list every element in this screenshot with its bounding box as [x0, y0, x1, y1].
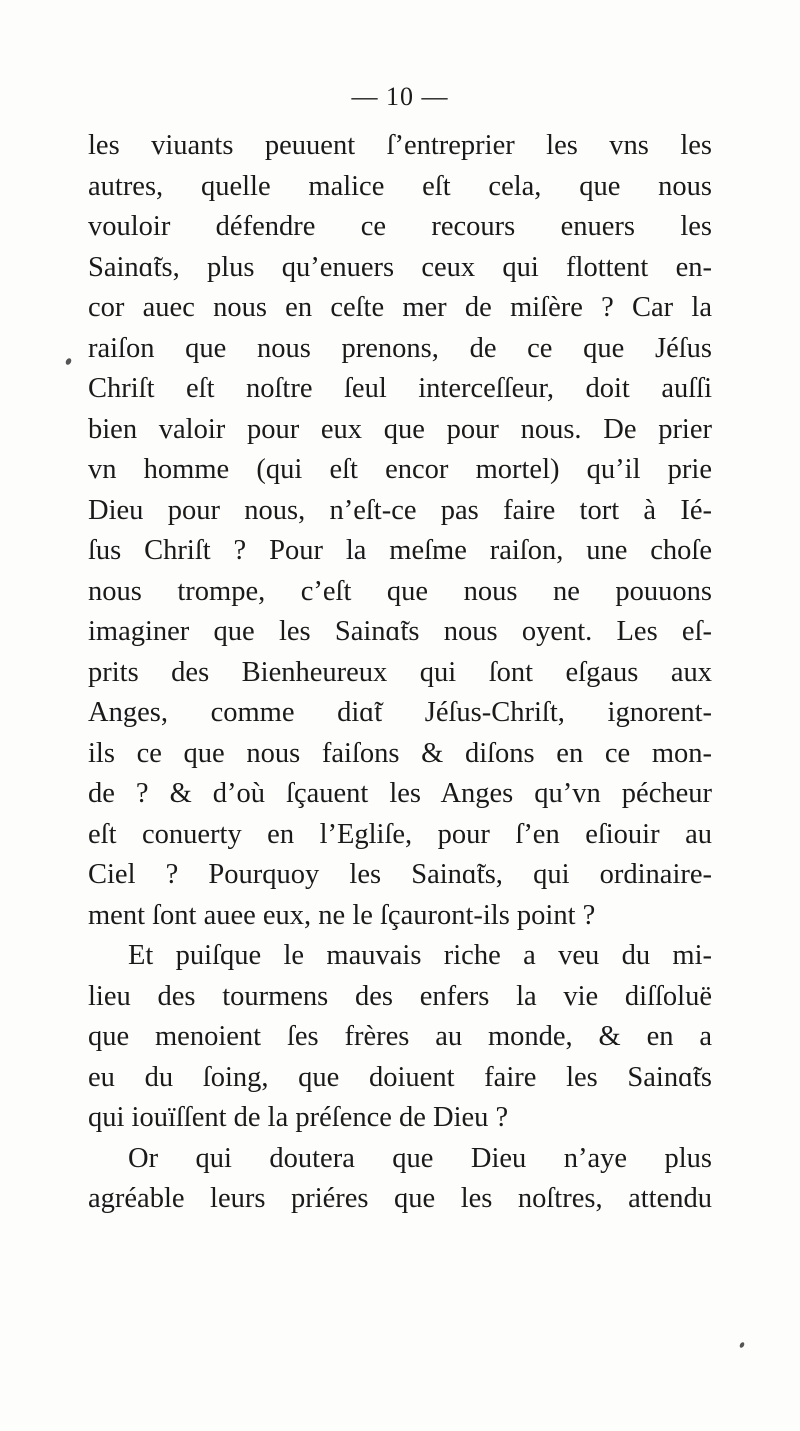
page-number: — 10 —	[351, 82, 449, 111]
text-line: agréable leurs priéres que les noſtres, attendu	[88, 1183, 712, 1214]
text-line: Chriſt eſt noſtre ſeul interceſſeur, doit auſſi	[88, 373, 712, 404]
text-line: bien valoir pour eux que pour nous. De prier	[88, 413, 712, 445]
text-line: autres, quelle malice eſt cela, que nous	[88, 170, 712, 202]
text-line: prits des Bienheureux qui ſont eſgaus aux	[88, 656, 712, 688]
text-line: Sainɑ̃ts, plus qu’enuers ceux qui flottent en-	[88, 251, 712, 283]
text-line: que menoient ſes frères au monde, & en a	[88, 1021, 712, 1052]
text-line: eſt conuerty en l’Egliſe, pour ſ’en eſiouir au	[88, 818, 712, 850]
text-line: vouloir défendre ce recours enuers les	[88, 211, 712, 242]
text-line: lieu des tourmens des enfers la vie diſſoluë	[88, 980, 712, 1012]
text-line: imaginer que les Sainɑ̃ts nous oyent. Les eſ-	[88, 616, 712, 647]
text-line: vn homme (qui eſt encor mortel) qu’il prie	[88, 454, 712, 485]
paragraph-start-line: Et puiſque le mauvais riche a veu du mi-	[128, 940, 712, 971]
text-line: cor auec nous en ceſte mer de miſère ? Car la	[88, 292, 712, 323]
paper-speck	[739, 1341, 745, 1348]
text-line: qui iouïſſent de la préſence de Dieu ?	[88, 1102, 509, 1133]
text-line: Anges, comme diɑ̃t Jéſus-Chriſt, ignorent-	[88, 697, 712, 728]
text-line: Dieu pour nous, n’eſt-ce pas faire tort à Ié-	[88, 494, 712, 526]
text-line: ils ce que nous faiſons & diſons en ce mon-	[88, 737, 712, 769]
text-line: ment ſont auee eux, ne le ſçauront-ils point ?	[88, 899, 596, 931]
text-line: eu du ſoing, que doiuent faire les Sainɑ̃ts	[88, 1061, 712, 1093]
text-line: les viuants peuuent ſ’entreprier les vns les	[88, 130, 712, 161]
text-line: Ciel ? Pourquoy les Sainɑ̃ts, qui ordinaire-	[88, 859, 712, 890]
paragraph-start-line: Or qui doutera que Dieu n’aye plus	[128, 1142, 712, 1174]
text-line: raiſon que nous prenons, de ce que Jéſus	[88, 332, 712, 364]
paper-speck	[65, 357, 73, 366]
text-line: de ? & d’où ſçauent les Anges qu’vn pécheur	[88, 778, 712, 809]
text-line: ſus Chriſt ? Pour la meſme raiſon, une choſe	[88, 535, 712, 566]
body-text	[88, 126, 712, 1220]
text-line: nous trompe, c’eſt que nous ne pouuons	[88, 575, 712, 607]
